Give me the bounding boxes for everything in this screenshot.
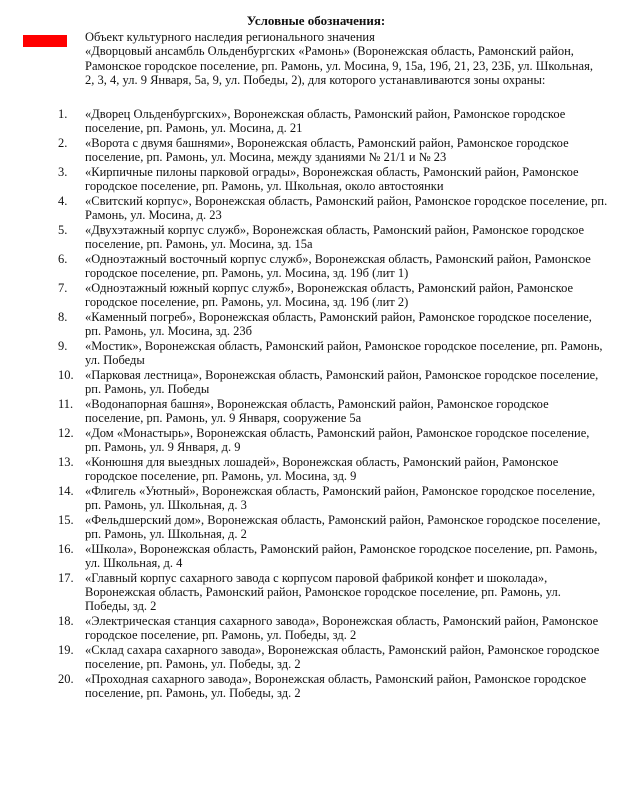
list-item <box>0 614 632 642</box>
list-item-text: «Двухэтажный корпус служб», Воронежская область, Рамонский район, Рамонское городское поселение, рп. Рамонь, ул. Мосина, зд. 15а <box>85 223 585 252</box>
list-item-text: «Одноэтажный восточный корпус служб», Воронежская область, Рамонский район, Рамонское городское поселение, рп. Рамонь, ул. Мосина, зд. 19б (лит 1) <box>85 252 591 281</box>
list-item-text: «Парковая лестница», Воронежская область, Рамонский район, Рамонское городское поселение, рп. Рамонь, ул. Победы <box>85 368 599 397</box>
list-item-number: 6. <box>58 252 68 266</box>
list-item <box>0 542 632 570</box>
list-item <box>0 107 632 135</box>
list-item <box>0 484 632 512</box>
list-item-text: «Одноэтажный южный корпус служб», Воронежская область, Рамонский район, Рамонское городское поселение, рп. Рамонь, ул. Мосина, зд. 19б (лит 2) <box>85 281 574 310</box>
list-item-number: 12. <box>58 426 74 440</box>
list-item-number: 9. <box>58 339 68 353</box>
list-item <box>0 252 632 280</box>
list-item-number: 17. <box>58 571 74 585</box>
legend-heading: Объект культурного наследия регионального значения <box>85 30 375 44</box>
list-item <box>0 513 632 541</box>
list-item-text: «Кирпичные пилоны парковой ограды», Воронежская область, Рамонский район, Рамонское городское поселение, рп. Рамонь, ул. Школьная, около автостоянки <box>85 165 579 194</box>
list-item-number: 15. <box>58 513 74 527</box>
list-item-number: 1. <box>58 107 68 121</box>
list-item-text: «Свитский корпус», Воронежская область, Рамонский район, Рамонское городское поселение, рп. Рамонь, ул. Мосина, д. 23 <box>85 194 608 223</box>
list-item-number: 2. <box>58 136 68 150</box>
list-item-number: 19. <box>58 643 74 658</box>
objects-list <box>0 107 632 701</box>
list-item-text: «Водонапорная башня», Воронежская область, Рамонский район, Рамонское городское поселение, рп. Рамонь, ул. 9 Января, сооружение 5а <box>85 397 549 426</box>
list-item <box>0 310 632 338</box>
list-item-text: «Флигель «Уютный», Воронежская область, Рамонский район, Рамонское городское поселение, рп. Рамонь, ул. Школьная, д. 3 <box>85 484 596 513</box>
list-item <box>0 426 632 454</box>
list-item-text: «Склад сахара сахарного завода», Воронежская область, Рамонский район, Рамонское городское поселение, рп. Рамонь, ул. Победы, зд. 2 <box>85 643 600 672</box>
list-item-text: «Дом «Монастырь», Воронежская область, Рамонский район, Рамонское городское поселение, рп. Рамонь, ул. 9 Января, д. 9 <box>85 426 590 455</box>
list-item-text: «Фельдшерский дом», Воронежская область, Рамонский район, Рамонское городское поселение, рп. Рамонь, ул. Школьная, д. 2 <box>85 513 601 542</box>
list-item-number: 18. <box>58 614 74 629</box>
list-item-text: «Проходная сахарного завода», Воронежская область, Рамонский район, Рамонское городское поселение, рп. Рамонь, ул. Победы, зд. 2 <box>85 672 587 701</box>
list-item <box>0 571 632 614</box>
list-item-text: «Электрическая станция сахарного завода», Воронежская область, Рамонский район, Рамонское городское поселение, рп. Рамонь, ул. Победы, зд. 2 <box>85 614 599 643</box>
list-item <box>0 368 632 396</box>
list-item-text: «Главный корпус сахарного завода с корпусом паровой фабрикой конфет и шоколада», Воронежская область, Рамонский район, Рамонское городское поселение, рп. Рамонь, ул. Победы, зд. 2 <box>85 571 561 614</box>
list-item-number: 14. <box>58 484 74 498</box>
list-item <box>0 397 632 425</box>
list-item-text: «Ворота с двумя башнями», Воронежская область, Рамонский район, Рамонское городское поселение, рп. Рамонь, ул. Мосина, между зданиями № 21/1 и № 23 <box>85 136 569 165</box>
list-item-number: 5. <box>58 223 68 237</box>
list-item <box>0 223 632 251</box>
list-item-number: 13. <box>58 455 74 469</box>
list-item <box>0 136 632 164</box>
list-item <box>0 455 632 483</box>
list-item-number: 8. <box>58 310 68 324</box>
list-item <box>0 165 632 193</box>
list-item-text: «Каменный погреб», Воронежская область, Рамонский район, Рамонское городское поселение, рп. Рамонь, ул. Мосина, зд. 23б <box>85 310 592 339</box>
list-item-text: «Мостик», Воронежская область, Рамонский район, Рамонское городское поселение, рп. Рамонь, ул. Победы <box>85 339 603 368</box>
list-item-number: 16. <box>58 542 74 556</box>
list-item-text: «Дворец Ольденбургских», Воронежская область, Рамонский район, Рамонское городское поселение, рп. Рамонь, ул. Мосина, д. 21 <box>85 107 566 136</box>
page-title: Условные обозначения: <box>246 13 386 28</box>
list-item <box>0 672 632 700</box>
list-item <box>0 281 632 309</box>
list-item-number: 10. <box>58 368 74 382</box>
legend-color-swatch <box>23 35 67 47</box>
list-item <box>0 194 632 222</box>
list-item-number: 20. <box>58 672 74 687</box>
list-item-number: 3. <box>58 165 68 179</box>
legend-description <box>85 30 605 88</box>
list-item-text: «Школа», Воронежская область, Рамонский район, Рамонское городское поселение, рп. Рамонь, ул. Школьная, д. 4 <box>85 542 598 571</box>
list-item-number: 4. <box>58 194 68 208</box>
legend-body: «Дворцовый ансамбль Ольденбургских «Рамонь» (Воронежская область, Рамонский район, Рамонское городское поселение, рп. Рамонь, ул. Мосина, 9, 15а, 19б, 21, 23, 23Б, ул. Школьная, 2, 3, 4, ул. 9 Января, 5а, 9, ул. Победы, 2), для которого устанавливаются зоны охраны: <box>85 44 593 88</box>
list-item-number: 11. <box>58 397 74 411</box>
list-item <box>0 643 632 671</box>
list-item-text: «Конюшня для выездных лошадей», Воронежская область, Рамонский район, Рамонское городское поселение, рп. Рамонь, ул. Мосина, зд. 9 <box>85 455 559 484</box>
list-item <box>0 339 632 367</box>
list-item-number: 7. <box>58 281 68 295</box>
